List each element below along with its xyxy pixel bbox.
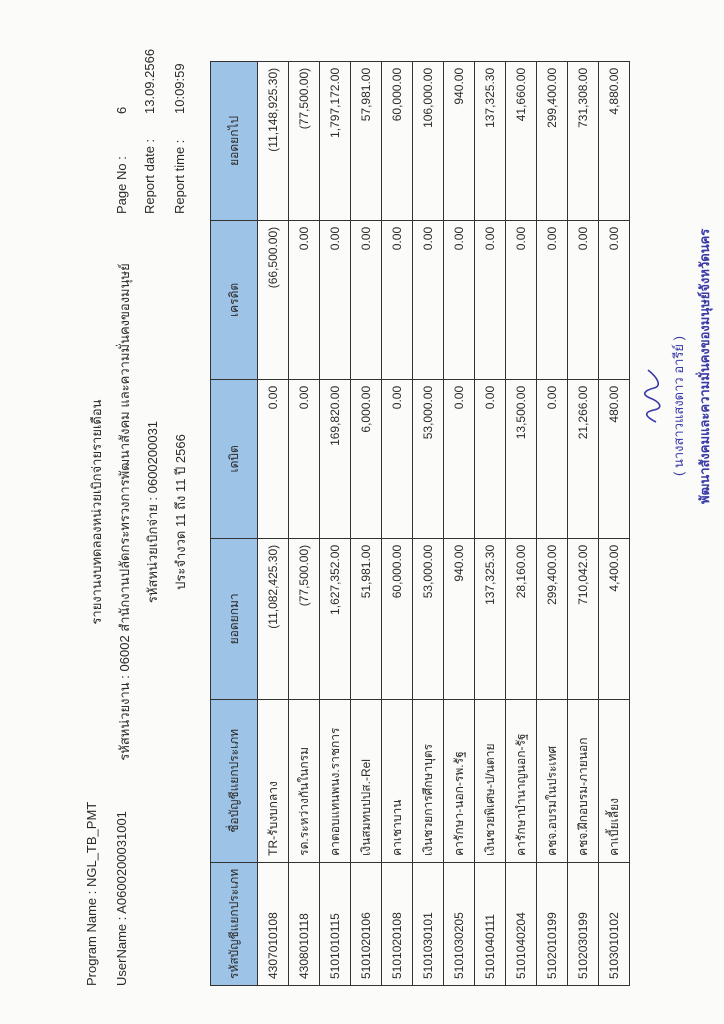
credit-cell: 0.00 — [289, 220, 320, 379]
signatory-position: พัฒนาสังคมและความมั่นคงของมนุษย์จังหวัดนคร — [697, 228, 712, 504]
debit-cell: 13,500.00 — [506, 379, 537, 538]
opening-balance-cell: 1,627,352.00 — [320, 538, 351, 699]
opening-balance-cell: 137,325.30 — [475, 538, 506, 699]
debit-cell: 480.00 — [599, 379, 630, 538]
opening-balance-cell: 28,160.00 — [506, 538, 537, 699]
account-code-cell: 5101040111 — [475, 862, 506, 985]
opening-balance-cell: 4,400.00 — [599, 538, 630, 699]
credit-cell: 0.00 — [506, 220, 537, 379]
closing-balance-cell: 60,000.00 — [382, 61, 413, 220]
page-no-label: Page No : — [114, 156, 129, 214]
credit-cell: 0.00 — [320, 220, 351, 379]
closing-balance-cell: 106,000.00 — [413, 61, 444, 220]
column-header-credit: เครดิต — [211, 220, 258, 379]
closing-balance-cell: 4,880.00 — [599, 61, 630, 220]
credit-cell: 0.00 — [382, 220, 413, 379]
table-row — [537, 61, 568, 985]
credit-cell: 0.00 — [351, 220, 382, 379]
credit-cell: 0.00 — [568, 220, 599, 379]
closing-balance-cell: (11,148,925.30) — [258, 61, 289, 220]
username: UserName : A0600200031001 — [114, 811, 129, 986]
column-header-opening-balance: ยอดยกมา — [211, 538, 258, 699]
opening-balance-cell: 51,981.00 — [351, 538, 382, 699]
opening-balance-cell: 299,400.00 — [537, 538, 568, 699]
account-code-cell: 4308010118 — [289, 862, 320, 985]
credit-cell: 0.00 — [599, 220, 630, 379]
period-line: ประจำงวด 11 ถึง 11 ปี 2566 — [173, 434, 188, 590]
column-header-debit: เดบิต — [211, 379, 258, 538]
account-name-cell: TR-รับงบกลาง — [258, 699, 289, 862]
closing-balance-cell: 57,981.00 — [351, 61, 382, 220]
debit-cell: 0.00 — [258, 379, 289, 538]
table-row — [320, 61, 351, 985]
closing-balance-cell: 41,660.00 — [506, 61, 537, 220]
opening-balance-cell: (77,500.00) — [289, 538, 320, 699]
account-code-cell: 5101010115 — [320, 862, 351, 985]
account-name-cell: เงินชวยพิเศษ-ป/นตาย — [475, 699, 506, 862]
signature-scribble-icon — [642, 368, 662, 424]
table-row — [475, 61, 506, 985]
account-name-cell: คชจ.ฝึกอบรม-ภายนอก — [568, 699, 599, 862]
closing-balance-cell: 1,797,172.00 — [320, 61, 351, 220]
debit-cell: 0.00 — [537, 379, 568, 538]
opening-balance-cell: 60,000.00 — [382, 538, 413, 699]
table-row — [258, 61, 289, 985]
account-name-cell: คาตอบแทนพนง.ราชการ — [320, 699, 351, 862]
page-no-value: 6 — [114, 106, 129, 114]
closing-balance-cell: 299,400.00 — [537, 61, 568, 220]
disbursement-unit-line: รหัสหน่วยเบิกจ่าย : 0600200031 — [145, 420, 160, 604]
account-code-cell: 5103010102 — [599, 862, 630, 985]
closing-balance-cell: 940.00 — [444, 61, 475, 220]
debit-cell: 21,266.00 — [568, 379, 599, 538]
account-name-cell: คาเชาบาน — [382, 699, 413, 862]
report-time-label: Report time : — [172, 139, 187, 214]
report-title: รายงานงบทดลองหน่วยเบิกจ่ายรายเดือน — [89, 399, 104, 625]
account-name-cell: คารักษาบำนาญนอก-รัฐ — [506, 699, 537, 862]
column-header-account-name: ชื่อบัญชีแยกประเภท — [211, 699, 258, 862]
account-name-cell: เงินชวยการศึกษาบุตร — [413, 699, 444, 862]
table-row — [506, 61, 537, 985]
table-row — [351, 61, 382, 985]
account-name-cell: คชจ.อบรมในประเทศ — [537, 699, 568, 862]
debit-cell: 0.00 — [289, 379, 320, 538]
opening-balance-cell: 710,042.00 — [568, 538, 599, 699]
opening-balance-cell: 940.00 — [444, 538, 475, 699]
column-header-account-code: รหัสบัญชีแยกประเภท — [211, 862, 258, 985]
table-row — [599, 61, 630, 985]
table-row — [413, 61, 444, 985]
debit-cell: 53,000.00 — [413, 379, 444, 538]
account-code-cell: 4307010108 — [258, 862, 289, 985]
table-row — [568, 61, 599, 985]
account-name-cell: เงินสมทบปปส.-Rel — [351, 699, 382, 862]
handwritten-signature — [642, 368, 667, 424]
credit-cell: (66,500.00) — [258, 220, 289, 379]
credit-cell: 0.00 — [413, 220, 444, 379]
account-code-cell: 5101020106 — [351, 862, 382, 985]
program-name: Program Name : NGL_TB_PMT — [84, 801, 99, 986]
report-date-value: 13.09.2566 — [142, 48, 157, 114]
account-code-cell: 5102030199 — [568, 862, 599, 985]
closing-balance-cell: 137,325.30 — [475, 61, 506, 220]
credit-cell: 0.00 — [475, 220, 506, 379]
account-code-cell: 5101030101 — [413, 862, 444, 985]
debit-cell: 0.00 — [475, 379, 506, 538]
report-date-label: Report date : — [142, 138, 157, 214]
closing-balance-cell: 731,308.00 — [568, 61, 599, 220]
account-name-cell: คารักษา-นอก-รพ.รัฐ — [444, 699, 475, 862]
opening-balance-cell: (11,082,425.30) — [258, 538, 289, 699]
account-code-cell: 5101020108 — [382, 862, 413, 985]
account-code-cell: 5101040204 — [506, 862, 537, 985]
debit-cell: 0.00 — [444, 379, 475, 538]
signatory-name: ( นางสาวแสงดาว อารีย์ ) — [671, 336, 686, 476]
table-row — [289, 61, 320, 985]
debit-cell: 6,000.00 — [351, 379, 382, 538]
credit-cell: 0.00 — [537, 220, 568, 379]
department-line: รหัสหน่วยงาน : 06002 สำนักงานปลัดกระทรวงการพัฒนาสังคม และความมั่นคงของมนุษย์ — [117, 263, 132, 761]
debit-cell: 0.00 — [382, 379, 413, 538]
credit-cell: 0.00 — [444, 220, 475, 379]
report-time-value: 10:09:59 — [172, 63, 187, 114]
table-row — [444, 61, 475, 985]
account-code-cell: 5101030205 — [444, 862, 475, 985]
opening-balance-cell: 53,000.00 — [413, 538, 444, 699]
column-header-closing-balance: ยอดยกไป — [211, 61, 258, 220]
debit-cell: 169,820.00 — [320, 379, 351, 538]
table-header-row — [211, 61, 258, 985]
table-row — [382, 61, 413, 985]
account-code-cell: 5102010199 — [537, 862, 568, 985]
account-name-cell: รด.ระหว่างกันในกรม — [289, 699, 320, 862]
account-name-cell: คาเบี้ยเลี้ยง — [599, 699, 630, 862]
trial-balance-table — [210, 61, 630, 986]
closing-balance-cell: (77,500.00) — [289, 61, 320, 220]
table-body — [258, 61, 630, 985]
